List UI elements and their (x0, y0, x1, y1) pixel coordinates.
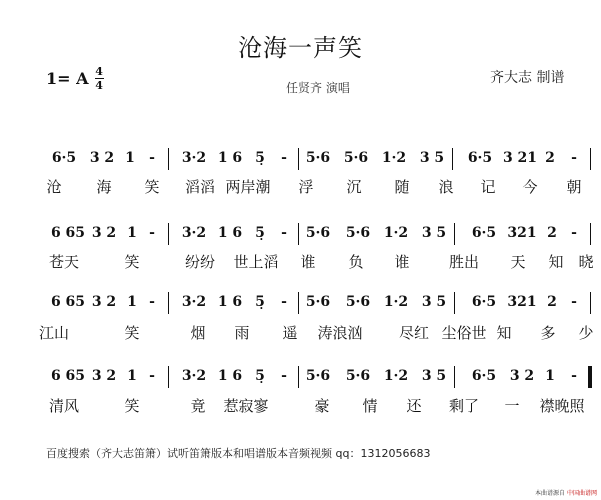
note: 5·6 (305, 150, 331, 166)
footer-note: 百度搜索（齐大志笛箫）试听笛箫版本和唱谱版本音频视频 qq：1312056683 (46, 447, 431, 460)
lyric: 海 (96, 178, 112, 196)
lyric: 少 (578, 324, 594, 342)
note: 1 6 (217, 368, 243, 384)
lyrics-row (0, 322, 601, 342)
lyric: 浪 (438, 178, 454, 196)
barline (298, 148, 299, 170)
note: - (571, 368, 577, 384)
time-signature (95, 66, 104, 91)
lyric: 今 (522, 178, 538, 196)
lyric: 襟晚照 (539, 397, 585, 415)
note: 5̣ (255, 294, 265, 310)
note: 1 (127, 225, 137, 241)
barline (452, 148, 453, 170)
barline (454, 292, 455, 314)
barline (590, 148, 591, 170)
note: 6·5 (471, 294, 497, 310)
note: 321 (507, 294, 537, 310)
notation-row (0, 148, 601, 172)
note: - (281, 150, 287, 166)
barline (168, 366, 169, 388)
lyric: 两岸潮 (225, 178, 271, 196)
note: 5̣ (255, 150, 265, 166)
watermark (535, 488, 597, 497)
lyric: 笑 (144, 178, 160, 196)
note: 1 6 (217, 225, 243, 241)
barline (590, 292, 591, 314)
note: 6 65 (50, 368, 86, 384)
lyric: 谁 (300, 253, 316, 271)
lyric: 负 (348, 253, 364, 271)
barline (168, 292, 169, 314)
note: - (571, 150, 577, 166)
lyric: 胜出 (448, 253, 480, 271)
lyric: 还 (406, 397, 422, 415)
note: 5̣ (255, 368, 265, 384)
note: 3 5 (421, 225, 447, 241)
note: 6·5 (471, 368, 497, 384)
lyric: 纷纷 (184, 253, 216, 271)
notation-row (0, 366, 601, 390)
barline (298, 292, 299, 314)
lyric: 尘俗世 (441, 324, 487, 342)
note: 1 (127, 294, 137, 310)
barline (168, 223, 169, 245)
note: 6·5 (471, 225, 497, 241)
note: 2 (547, 294, 557, 310)
note: 2 (547, 225, 557, 241)
note: 3 2 (89, 150, 115, 166)
note: 1 (545, 368, 555, 384)
note: 3·2 (181, 294, 207, 310)
lyric: 世上滔 (233, 253, 279, 271)
lyric: 浮 (298, 178, 314, 196)
lyric: 笑 (124, 253, 140, 271)
time-top: 4 (95, 65, 103, 78)
note: 5·6 (345, 368, 371, 384)
note: 1·2 (383, 294, 409, 310)
lyric: 记 (480, 178, 496, 196)
barline (454, 366, 455, 388)
note: - (571, 225, 577, 241)
lyric: 笑 (124, 324, 140, 342)
note: 5·6 (345, 294, 371, 310)
lyric: 江山 (38, 324, 70, 342)
note: 3 2 (91, 294, 117, 310)
note: - (281, 368, 287, 384)
note: 3·2 (181, 225, 207, 241)
note: 3 5 (421, 368, 447, 384)
note: 3·2 (181, 368, 207, 384)
note: 1 (127, 368, 137, 384)
note: 6·5 (51, 150, 77, 166)
note: 6 65 (50, 225, 86, 241)
lyric: 涛浪汹 (317, 324, 363, 342)
note: 3 5 (421, 294, 447, 310)
lyric: 尽红 (398, 324, 430, 342)
key-label: 1= A (46, 69, 89, 88)
lyric: 知 (548, 253, 564, 271)
note: 5·6 (345, 225, 371, 241)
lyrics-row (0, 395, 601, 415)
note: 1·2 (381, 150, 407, 166)
note: - (149, 150, 155, 166)
lyric: 朝 (566, 178, 582, 196)
singer-credit: 任贤齐 演唱 (286, 81, 350, 95)
note: 2 (545, 150, 555, 166)
note: 3 5 (419, 150, 445, 166)
note: - (281, 225, 287, 241)
note: 5·6 (343, 150, 369, 166)
note: 3 2 (91, 368, 117, 384)
note: - (571, 294, 577, 310)
lyric: 谁 (394, 253, 410, 271)
lyric: 知 (496, 324, 512, 342)
note: 1 6 (217, 294, 243, 310)
note: 5̣ (255, 225, 265, 241)
lyric: 清风 (48, 397, 80, 415)
barline (298, 366, 299, 388)
lyric: 沧 (46, 178, 62, 196)
lyric: 笑 (124, 397, 140, 415)
note: 1·2 (383, 225, 409, 241)
lyric: 豪 (314, 397, 330, 415)
barline (454, 223, 455, 245)
lyric: 烟 (190, 324, 206, 342)
lyric: 情 (362, 397, 378, 415)
lyric: 剩了 (448, 397, 480, 415)
final-barline (588, 366, 592, 388)
note: 5·6 (305, 294, 331, 310)
lyric: 天 (510, 253, 526, 271)
lyric: 惹寂寥 (223, 397, 269, 415)
composer-credit: 齐大志 制谱 (490, 70, 565, 86)
note: 3·2 (181, 150, 207, 166)
note: - (149, 368, 155, 384)
lyric: 竟 (190, 397, 206, 415)
lyric: 雨 (234, 324, 250, 342)
watermark-right: 中国曲谱网 (566, 490, 597, 497)
lyrics-row (0, 176, 601, 196)
note: 6 65 (50, 294, 86, 310)
note: 5·6 (305, 368, 331, 384)
key-signature (46, 66, 104, 91)
note: 1 (125, 150, 135, 166)
lyric: 遥 (282, 324, 298, 342)
note: 3 2 (509, 368, 535, 384)
lyric: 随 (394, 178, 410, 196)
notation-row (0, 292, 601, 316)
lyric: 苍天 (48, 253, 80, 271)
barline (298, 223, 299, 245)
lyric: 一 (504, 397, 520, 415)
note: 3 21 (502, 150, 538, 166)
note: - (149, 225, 155, 241)
note: 3 2 (91, 225, 117, 241)
page-title: 沧海一声笑 (238, 34, 363, 62)
note: - (149, 294, 155, 310)
note: 321 (507, 225, 537, 241)
note: 6·5 (467, 150, 493, 166)
note: - (281, 294, 287, 310)
note: 1·2 (383, 368, 409, 384)
notation-row (0, 223, 601, 247)
note: 5·6 (305, 225, 331, 241)
time-bottom: 4 (95, 79, 103, 92)
lyrics-row (0, 251, 601, 271)
note: 1 6 (217, 150, 243, 166)
barline (590, 223, 591, 245)
lyric: 滔滔 (184, 178, 216, 196)
lyric: 晓 (578, 253, 594, 271)
watermark-left: 本曲谱源自 (535, 490, 566, 497)
lyric: 沉 (346, 178, 362, 196)
lyric: 多 (540, 324, 556, 342)
barline (168, 148, 169, 170)
